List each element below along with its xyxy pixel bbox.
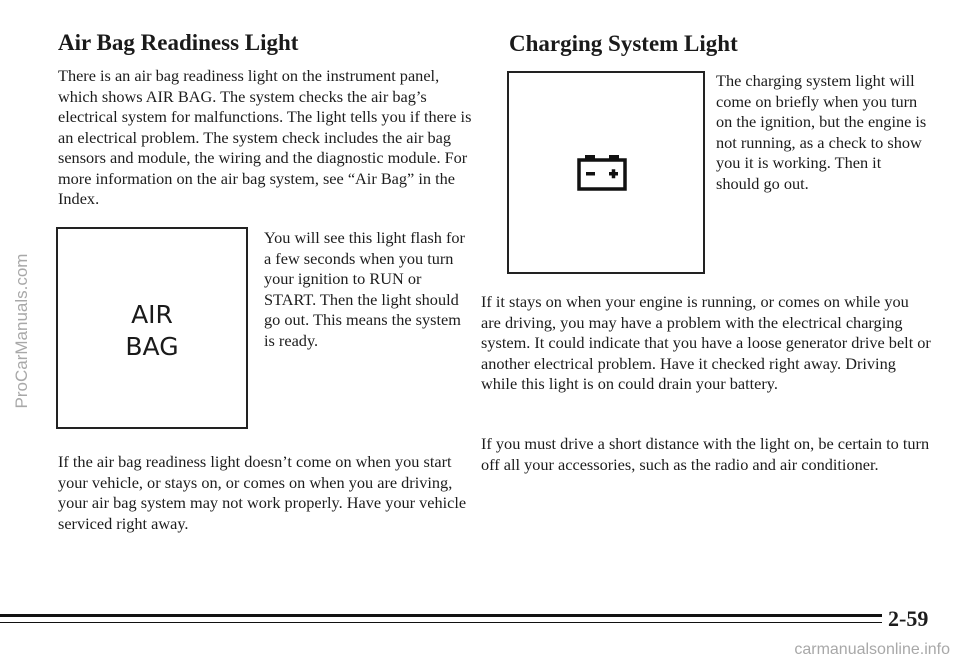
charging-paragraph-1: If it stays on when your engine is running, or comes on while you are driving, you may have a problem with the electrical charging system. It could indicate that you have a loose generator drive belt or another electrical problem. Have it checked right away. Driving while this light is on could drain your battery. (481, 292, 931, 393)
bottom-watermark: carmanualsonline.info (794, 641, 950, 658)
footer-rule-bottom (0, 622, 882, 623)
air-bag-lamp-label (58, 299, 246, 363)
page-number: 2-59 (888, 606, 929, 631)
air-bag-section-title: Air Bag Readiness Light (58, 30, 299, 55)
air-bag-lamp-illustration (56, 227, 248, 429)
air-bag-lamp-label-line1: AIR (131, 300, 173, 329)
charging-lamp-illustration (507, 71, 705, 274)
charging-lamp-caption: The charging system light will come on briefly when you turn on the ignition, but the engine is not running, as a check to show you it is working. Then it should go out. (716, 71, 927, 193)
air-bag-intro-paragraph: There is an air bag readiness light on the instrument panel, which shows AIR BAG. The system checks the air bag’s electrical system for malfunctions. The light tells you if there is an electrical problem. The system check includes the air bag sensors and module, the wiring and the diagnostic module. For more information on the air bag system, see “Air Bag” in the Index. (58, 66, 472, 208)
air-bag-lamp-label-line2: BAG (125, 332, 179, 361)
side-watermark: ProCarManuals.com (12, 253, 31, 409)
charging-paragraph-2: If you must drive a short distance with the light on, be certain to turn off all your accessories, such as the radio and air conditioner. (481, 434, 930, 474)
air-bag-outro-paragraph: If the air bag readiness light doesn’t come on when you start your vehicle, or stays on, or comes on when you are driving, your air bag system may not work properly. Have your vehicle serviced right away. (58, 452, 467, 533)
footer-rule-top (0, 614, 882, 617)
charging-system-section-title: Charging System Light (509, 31, 738, 56)
battery-icon (576, 152, 628, 192)
air-bag-lamp-caption: You will see this light flash for a few seconds when you turn your ignition to RUN or START. Then the light should go out. This means the system is ready. (264, 228, 465, 350)
